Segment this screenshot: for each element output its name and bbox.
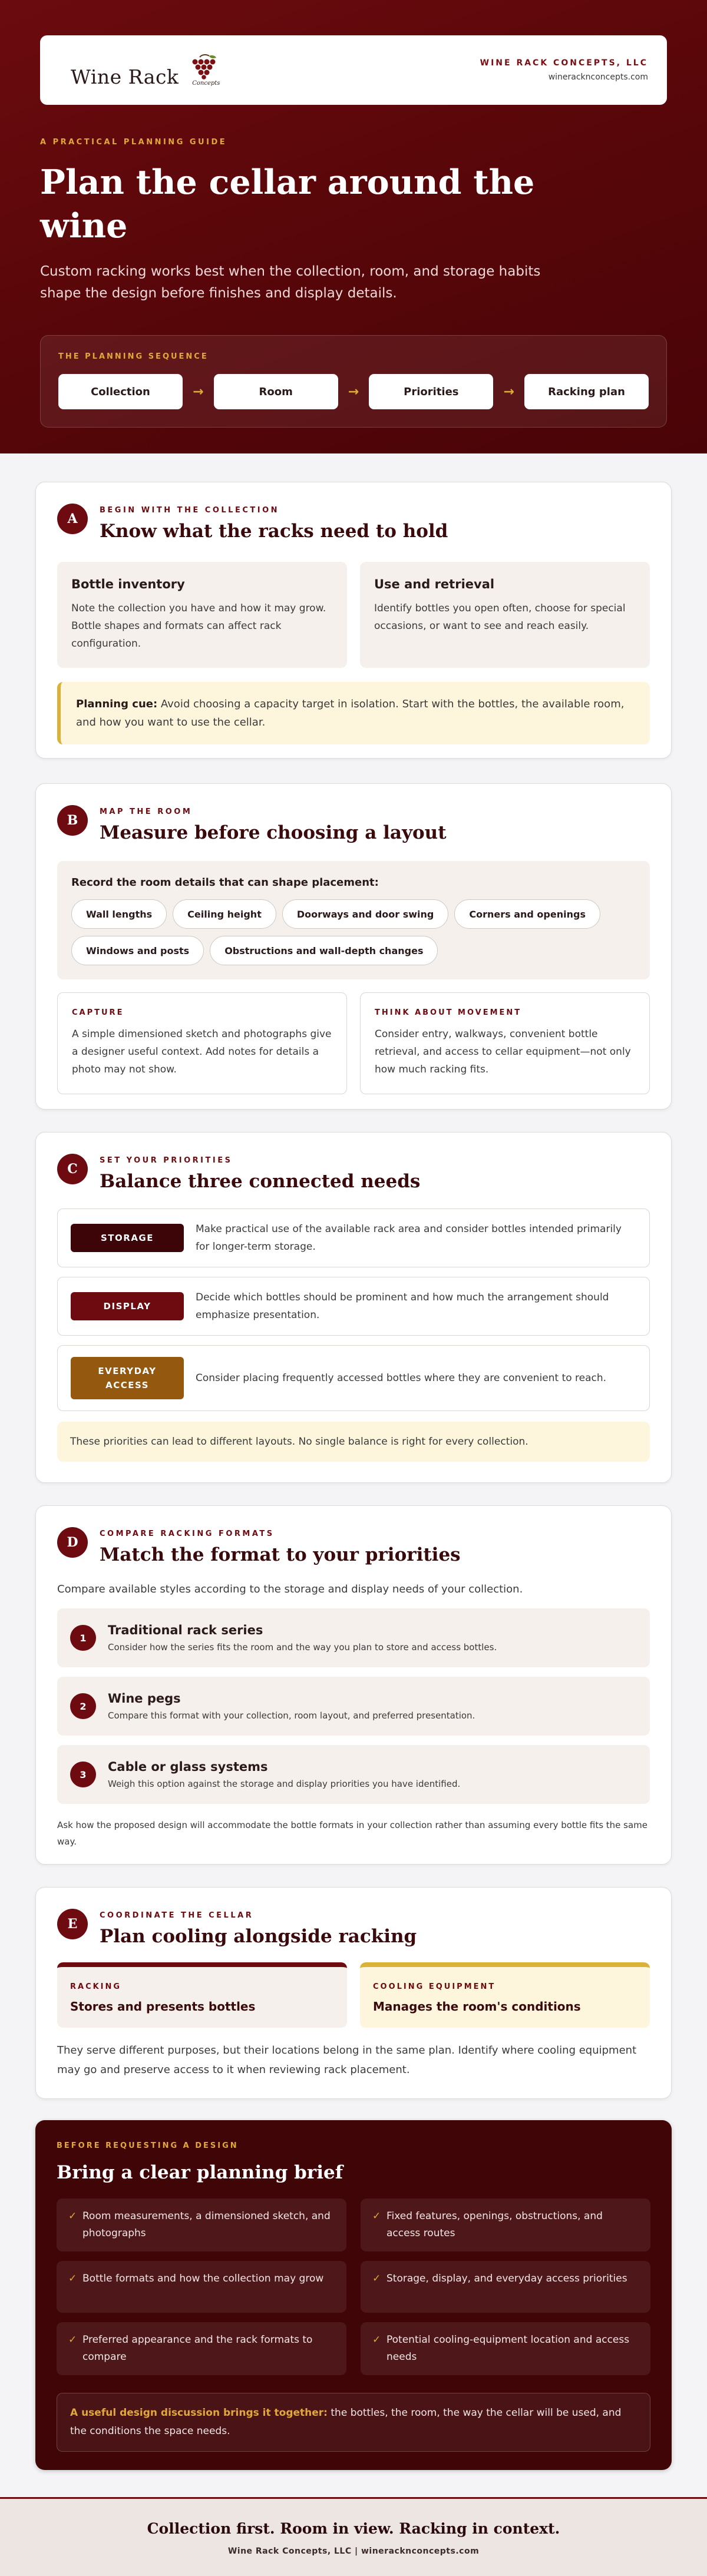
capture-box [57, 992, 347, 1094]
section-formats [35, 1505, 672, 1865]
room-boxes [57, 992, 650, 1094]
brief-summary [57, 2393, 650, 2452]
sequence-label: THE PLANNING SEQUENCE [58, 352, 209, 361]
brief-item-text: Potential cooling-equipment location and access needs [386, 2334, 630, 2363]
priority-display [57, 1277, 650, 1336]
section-cooling [35, 1887, 672, 2099]
priority-text: Make practical use of the available rack area and consider bottles intended primarily for longer-term storage. [196, 1223, 622, 1253]
check-icon: ✓ [372, 2273, 381, 2284]
format-cable-glass [57, 1745, 650, 1804]
website-link[interactable]: wineracknconcepts.com [548, 72, 648, 82]
check-icon: ✓ [68, 2210, 77, 2222]
step-room[interactable]: Room [214, 374, 338, 409]
racking-box [57, 1962, 347, 2028]
footer-credit: Wine Rack Concepts, LLC | wineracknconcepts.com [227, 2547, 480, 2556]
section-badge: E [57, 1909, 88, 1939]
brief-checklist [57, 2198, 650, 2375]
hero-intro: Custom racking works best when the collection, room, and storage habits shape the design before finishes and display details. [40, 264, 541, 301]
box-eyebrow: THINK ABOUT MOVEMENT [375, 1008, 522, 1017]
brief-item-text: Fixed features, openings, obstructions, and access routes [386, 2210, 603, 2239]
section-badge: A [57, 504, 88, 534]
section-header [57, 1527, 650, 1565]
step-priorities[interactable]: Priorities [369, 374, 493, 409]
section-title: Know what the racks need to hold [100, 521, 448, 542]
section-title: Plan cooling alongside racking [100, 1926, 417, 1947]
brief-item [361, 2198, 650, 2251]
section-eyebrow: SET YOUR PRIORITIES [100, 1156, 233, 1165]
brief-summary-label: A useful design discussion brings it together: [70, 2407, 328, 2419]
logo[interactable] [71, 54, 224, 87]
priority-text: Consider placing frequently accessed bottles where they are convenient to reach. [196, 1372, 607, 1384]
priority-tag: STORAGE [71, 1224, 184, 1252]
brief-item [361, 2261, 650, 2313]
logo-subtitle: Concepts [192, 80, 220, 87]
cooling-equipment-box [360, 1962, 650, 2028]
brand-info [480, 58, 648, 82]
section-eyebrow: BEGIN WITH THE COLLECTION [100, 506, 280, 515]
collection-boxes [57, 562, 650, 668]
step-racking-plan[interactable]: Racking plan [524, 374, 649, 409]
bottle-inventory-box [57, 562, 347, 668]
chip-windows: Windows and posts [71, 936, 204, 965]
format-text: Consider how the series fits the room and the way you plan to store and access bottles. [108, 1642, 497, 1653]
brief-eyebrow: BEFORE REQUESTING A DESIGN [57, 2141, 239, 2150]
main-content [0, 482, 707, 2470]
format-traditional-rack [57, 1608, 650, 1667]
footer-tagline: Collection first. Room in view. Racking in context. [147, 2520, 560, 2537]
hero [0, 0, 707, 453]
format-number: 3 [70, 1762, 96, 1787]
format-number: 1 [70, 1625, 96, 1651]
chip-wall-lengths: Wall lengths [71, 899, 167, 929]
format-title: Cable or glass systems [108, 1760, 268, 1774]
formats-intro: Compare available styles according to the storage and display needs of your collection. [57, 1583, 523, 1595]
section-header [57, 504, 650, 542]
check-icon: ✓ [372, 2334, 381, 2346]
brief-item [361, 2322, 650, 2375]
box-text: Consider entry, walkways, convenient bottle retrieval, and access to cellar equipment—not only how much racking fits. [375, 1028, 631, 1075]
box-text: A simple dimensioned sketch and photographs give a designer useful context. Add notes for details a photo may not show. [72, 1028, 332, 1075]
priority-text: Decide which bottles should be prominent and how much the arrangement should emphasize presentation. [196, 1292, 609, 1321]
use-retrieval-box [360, 562, 650, 668]
planning-brief [35, 2120, 672, 2470]
cooling-boxes [57, 1962, 650, 2028]
room-details-box [57, 861, 650, 979]
company-name: WINE RACK CONCEPTS, LLC [480, 58, 648, 68]
room-details-title: Record the room details that can shape placement: [71, 876, 379, 889]
section-eyebrow: MAP THE ROOM [100, 807, 193, 816]
section-header [57, 805, 650, 843]
formats-note: Ask how the proposed design will accommodate the bottle formats in your collection rather than assuming every bottle fits the same way. [57, 1820, 648, 1847]
brief-title: Bring a clear planning brief [57, 2162, 343, 2183]
page-title: Plan the cellar around the wine [40, 163, 535, 246]
section-eyebrow: COMPARE RACKING FORMATS [100, 1529, 275, 1538]
movement-box [360, 992, 650, 1094]
section-priorities [35, 1132, 672, 1483]
chip-doorways: Doorways and door swing [282, 899, 449, 929]
check-icon: ✓ [372, 2210, 381, 2222]
brand-bar [40, 35, 667, 105]
step-collection[interactable]: Collection [58, 374, 183, 409]
section-header [57, 1909, 650, 1947]
page-footer [0, 2497, 707, 2576]
section-badge: D [57, 1527, 88, 1558]
section-room [35, 783, 672, 1110]
arrow-right-icon: → [348, 384, 359, 399]
box-eyebrow: RACKING [70, 1982, 122, 1991]
priority-storage [57, 1208, 650, 1267]
planning-cue [57, 682, 650, 744]
grape-cluster-icon [182, 54, 224, 87]
cooling-text: They serve different purposes, but their locations belong in the same plan. Identify where cooling equipment may go and preserve access to it when reviewing rack placement. [57, 2044, 637, 2076]
priority-everyday-access [57, 1345, 650, 1411]
brief-item [57, 2261, 346, 2313]
chip-obstructions: Obstructions and wall-depth changes [210, 936, 438, 965]
brief-item-text: Storage, display, and everyday access priorities [386, 2273, 627, 2284]
format-title: Wine pegs [108, 1691, 181, 1706]
priority-tag: DISPLAY [71, 1292, 184, 1320]
section-header [57, 1154, 650, 1192]
box-title: Stores and presents bottles [70, 1999, 256, 2014]
hero-eyebrow: A PRACTICAL PLANNING GUIDE [40, 138, 227, 147]
format-number: 2 [70, 1693, 96, 1719]
sequence-steps [58, 374, 649, 409]
box-title: Bottle inventory [71, 577, 185, 591]
priority-tag: EVERYDAY ACCESS [71, 1357, 184, 1399]
section-title: Measure before choosing a layout [100, 822, 447, 843]
box-text: Note the collection you have and how it may grow. Bottle shapes and formats can affect rack configuration. [71, 602, 326, 650]
brief-item [57, 2322, 346, 2375]
room-detail-chips [71, 899, 636, 965]
box-eyebrow: COOLING EQUIPMENT [373, 1982, 496, 1991]
section-badge: C [57, 1154, 88, 1184]
format-title: Traditional rack series [108, 1623, 263, 1637]
section-title: Match the format to your priorities [100, 1544, 461, 1565]
box-title: Manages the room's conditions [373, 1999, 581, 2014]
section-title: Balance three connected needs [100, 1171, 421, 1192]
brief-item-text: Preferred appearance and the rack formats to compare [82, 2334, 313, 2363]
section-badge: B [57, 805, 88, 836]
brief-item-text: Room measurements, a dimensioned sketch, and photographs [82, 2210, 331, 2239]
planning-sequence [40, 335, 667, 428]
brief-item [57, 2198, 346, 2251]
priorities-note: These priorities can lead to different layouts. No single balance is right for every collection. [57, 1422, 650, 1462]
brief-summary-text: the bottles, the room, the way the cellar will be used, and the conditions the space needs. [70, 2407, 622, 2437]
format-text: Compare this format with your collection, room layout, and preferred presentation. [108, 1710, 475, 1721]
format-wine-pegs [57, 1677, 650, 1736]
arrow-right-icon: → [503, 384, 514, 399]
format-text: Weigh this option against the storage and display priorities you have identified. [108, 1779, 461, 1789]
box-eyebrow: CAPTURE [72, 1008, 124, 1017]
arrow-right-icon: → [193, 384, 204, 399]
box-title: Use and retrieval [374, 577, 495, 591]
chip-ceiling-height: Ceiling height [173, 899, 276, 929]
logo-wordmark: Wine Rack [71, 65, 179, 88]
chip-corners: Corners and openings [454, 899, 600, 929]
section-collection [35, 482, 672, 759]
check-icon: ✓ [68, 2273, 77, 2284]
cue-text: Avoid choosing a capacity target in isolation. Start with the bottles, the available room, and how you want to use the cellar. [76, 698, 625, 729]
check-icon: ✓ [68, 2334, 77, 2346]
brief-item-text: Bottle formats and how the collection may grow [82, 2273, 324, 2284]
cue-label: Planning cue: [76, 698, 158, 710]
box-text: Identify bottles you open often, choose for special occasions, or want to see and reach easily. [374, 602, 626, 632]
section-eyebrow: COORDINATE THE CELLAR [100, 1911, 254, 1920]
